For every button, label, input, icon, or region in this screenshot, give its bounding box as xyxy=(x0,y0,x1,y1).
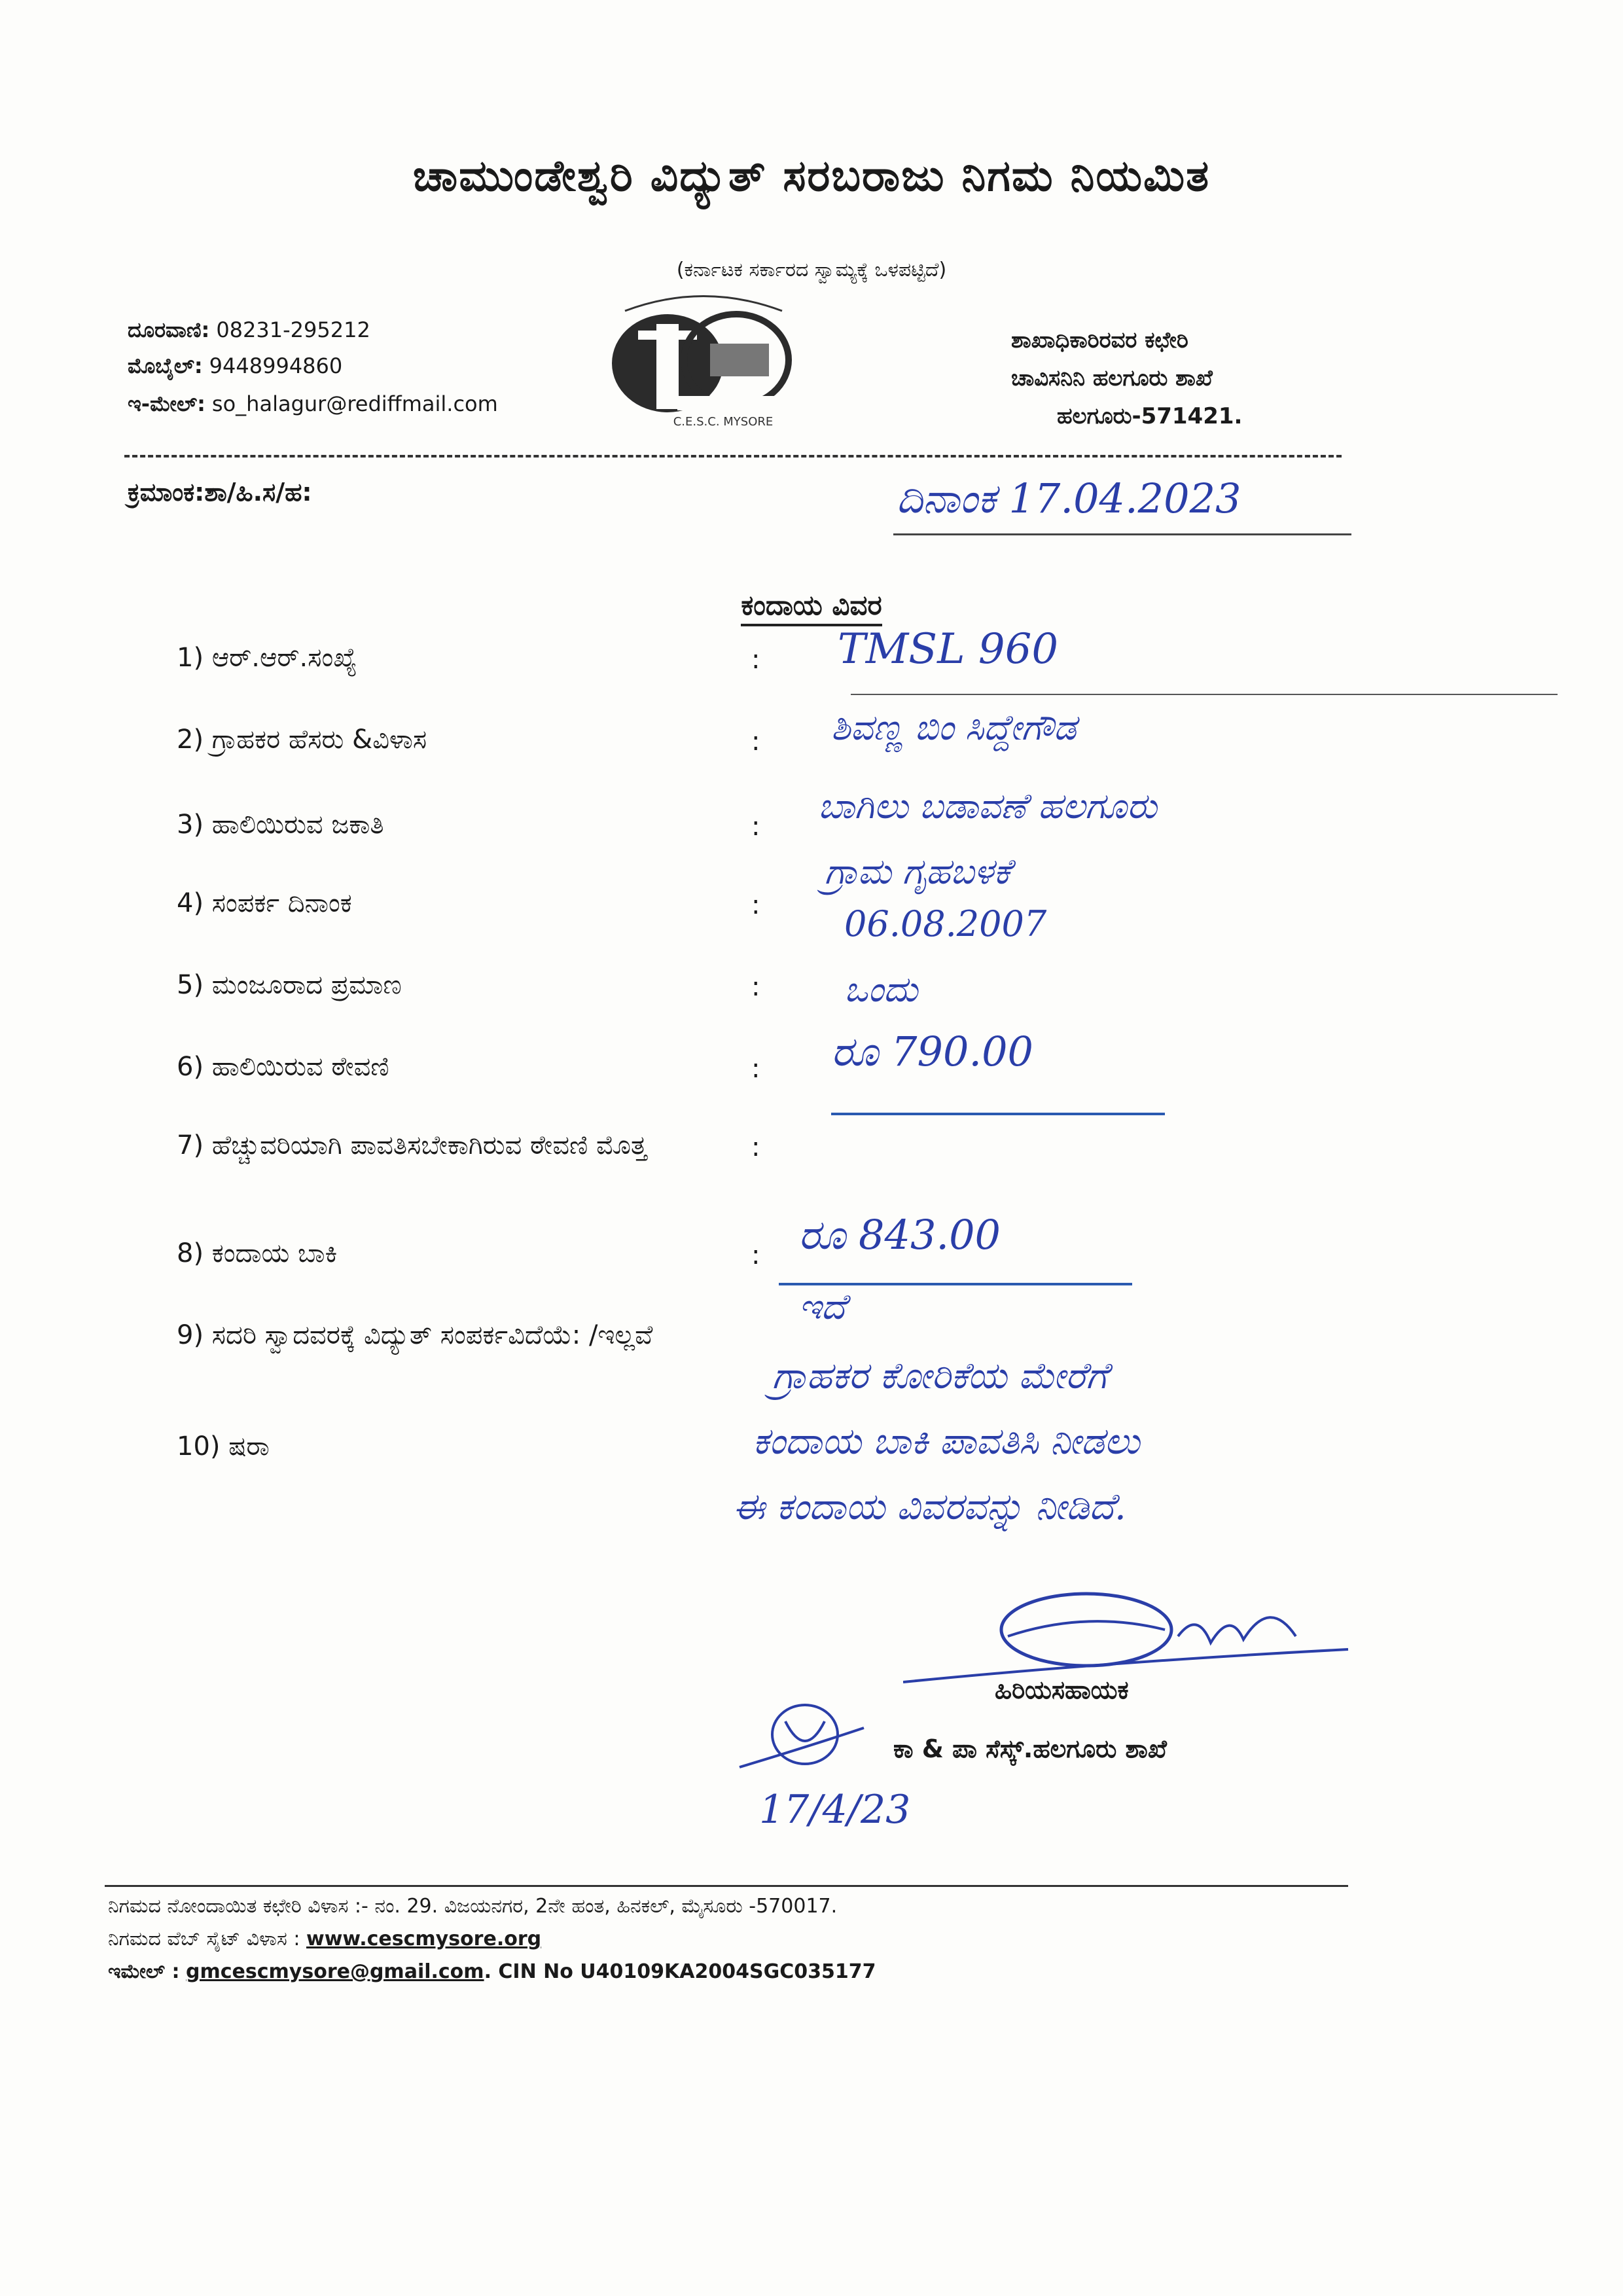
row-label-7: 7) ಹೆಚ್ಚುವರಿಯಾಗಿ ಪಾವತಿಸಬೇಕಾಗಿರುವ ಠೇವಣಿ ಮೊತ್ತ xyxy=(177,1130,647,1160)
email-label: ಇ-ಮೇಲ್: xyxy=(128,391,205,416)
office-line-1: ಶಾಖಾಧಿಕಾರಿರವರ ಕಛೇರಿ xyxy=(1011,327,1188,353)
footer-email-label: ಇಮೇಲ್ : xyxy=(108,1960,180,1983)
footer-email-link[interactable]: gmcescmysore@gmail.com xyxy=(186,1960,484,1983)
tariff-value: ಗ್ರಾಮ ಗೃಹಬಳಕೆ xyxy=(825,851,1011,892)
signature-image xyxy=(903,1584,1374,1695)
branch-name: ಕಾ & ಪಾ ಸೆಸ್ಕ್.ಹಲಗೂರು ಶಾಖೆ xyxy=(893,1734,1167,1763)
office-line-2: ಚಾವಿಸನಿನಿ ಹಲಗೂರು ಶಾಖೆ xyxy=(1011,365,1213,391)
remark-line-1: ಗ್ರಾಹಕರ ಕೋರಿಕೆಯ ಮೇರೆಗೆ xyxy=(772,1355,1108,1397)
connection-exists-value: ಇದೆ xyxy=(798,1286,846,1327)
rr-underline xyxy=(851,694,1558,695)
arrears-underline xyxy=(779,1283,1132,1285)
logo-text: C.E.S.C. MYSORE xyxy=(673,415,774,429)
cesc-logo xyxy=(605,285,802,435)
footer-email-line xyxy=(108,1960,876,1983)
row-label-1: 1) ಆರ್.ಆರ್.ಸಂಖ್ಯೆ xyxy=(177,643,357,673)
row-label-2: 2) ಗ್ರಾಹಕರ ಹೆಸರು &ವಿಳಾಸ xyxy=(177,725,427,755)
initials-date: 17/4/23 xyxy=(759,1787,911,1833)
remark-line-2: ಕಂದಾಯ ಬಾಕಿ ಪಾವತಿಸಿ ನೀಡಲು xyxy=(753,1420,1140,1463)
sanctioned-load-value: ಒಂದು xyxy=(844,969,918,1010)
colon: : xyxy=(751,972,760,1002)
deposit-value: ರೂ 790.00 xyxy=(831,1028,1034,1075)
row-label-3: 3) ಹಾಲಿಯಿರುವ ಜಕಾತಿ xyxy=(177,810,384,840)
row-label-4: 4) ಸಂಪರ್ಕ ದಿನಾಂಕ xyxy=(177,888,352,918)
arrears-value: ರೂ 843.00 xyxy=(798,1211,1001,1259)
colon: : xyxy=(751,890,760,920)
customer-name-value: ಶಿವಣ್ಣ ಬಿಂ ಸಿದ್ದೇಗೌಡ xyxy=(831,707,1077,748)
date-underline xyxy=(893,533,1351,535)
deposit-underline xyxy=(831,1113,1165,1115)
remark-line-3: ಈ ಕಂದಾಯ ವಿವರವನ್ನು ನೀಡಿದೆ. xyxy=(733,1486,1126,1528)
company-title: ಚಾಮುಂಡೇಶ್ವರಿ ವಿದ್ಯುತ್ ಸರಬರಾಜು ನಿಗಮ ನಿಯಮಿತ xyxy=(412,151,1211,201)
rr-number-value: TMSL 960 xyxy=(838,625,1059,673)
mobile-number: 9448994860 xyxy=(209,353,343,378)
section-title: ಕಂದಾಯ ವಿವರ xyxy=(0,589,1623,622)
cin-number: . CIN No U40109KA2004SGC035177 xyxy=(484,1960,876,1983)
colon: : xyxy=(751,1240,760,1270)
phone-line xyxy=(128,317,370,343)
row-label-8: 8) ಕಂದಾಯ ಬಾಕಿ xyxy=(177,1238,338,1268)
address-value: ಬಾಗಿಲು ಬಡಾವಣೆ ಹಲಗೂರು xyxy=(818,785,1157,827)
company-subtitle: (ಕರ್ನಾಟಕ ಸರ್ಕಾರದ ಸ್ವಾಮ್ಯಕ್ಕೆ ಒಳಪಟ್ಟಿದೆ) xyxy=(676,259,947,281)
phone-label: ದೂರವಾಣಿ: xyxy=(128,317,210,342)
mobile-label: ಮೊಬೈಲ್: xyxy=(128,353,203,378)
colon: : xyxy=(751,726,760,757)
phone-number: 08231-295212 xyxy=(216,317,370,342)
reference-label: ಕ್ರಮಾಂಕ:ಶಾ/ಹಿ.ಸ/ಹ: xyxy=(128,478,312,507)
office-line-3: ಹಲಗೂರು-571421. xyxy=(1057,403,1243,429)
colon: : xyxy=(751,645,760,675)
colon: : xyxy=(751,1132,760,1162)
initials-signature xyxy=(726,1695,890,1793)
footer-divider xyxy=(105,1885,1348,1887)
footer-address: ನಿಗಮದ ನೋಂದಾಯಿತ ಕಛೇರಿ ವಿಳಾಸ :- ನಂ. 29. ವಿಜಯನಗರ, 2ನೇ ಹಂತ, ಹಿನಕಲ್, ಮೈಸೂರು -570017. xyxy=(108,1895,838,1918)
connection-date-value: 06.08.2007 xyxy=(844,903,1047,944)
mobile-line xyxy=(128,353,342,379)
designation: ಹಿರಿಯಸಹಾಯಕ xyxy=(995,1676,1129,1704)
row-label-10: 10) ಷರಾ xyxy=(177,1431,270,1462)
row-label-5: 5) ಮಂಜೂರಾದ ಪ್ರಮಾಣ xyxy=(177,970,402,1000)
header-divider xyxy=(124,455,1342,457)
website-link[interactable]: www.cescmysore.org xyxy=(306,1928,542,1950)
email-address: so_halagur@rediffmail.com xyxy=(211,391,498,416)
colon: : xyxy=(751,1054,760,1084)
row-label-6: 6) ಹಾಲಿಯಿರುವ ಠೇವಣಿ xyxy=(177,1052,389,1082)
row-label-9: 9) ಸದರಿ ಸ್ವಾದವರಕ್ಕೆ ವಿದ್ಯುತ್ ಸಂಪರ್ಕವಿದೆಯೆ: /ಇಲ್ಲವೆ xyxy=(177,1320,653,1350)
footer-website-line xyxy=(108,1928,541,1950)
website-label: ನಿಗಮದ ವೆಬ್ ಸೈಟ್ ವಿಳಾಸ : xyxy=(108,1928,300,1950)
date-handwritten: ದಿನಾಂಕ 17.04.2023 xyxy=(897,475,1241,522)
email-line xyxy=(128,391,498,417)
colon: : xyxy=(751,812,760,842)
